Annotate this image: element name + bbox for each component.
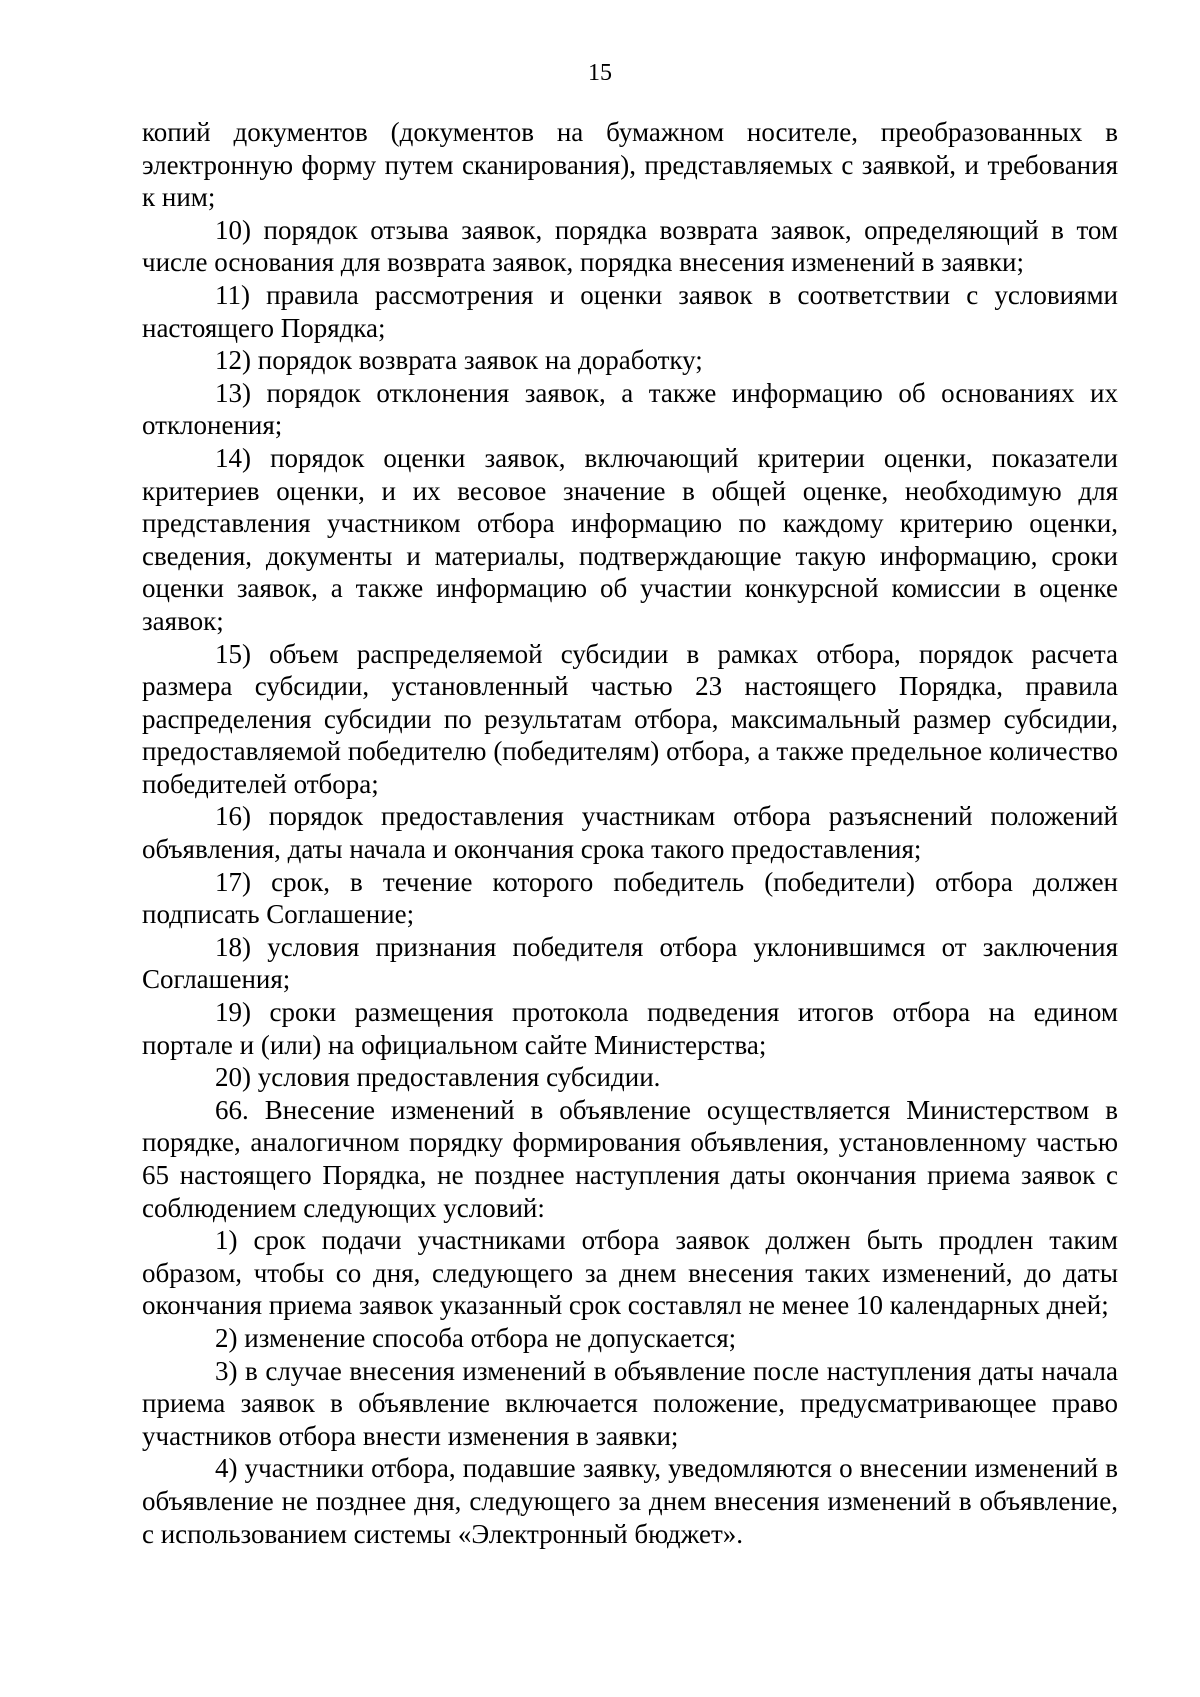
paragraph: 11) правила рассмотрения и оценки заявок в соответствии с условиями настоящего Порядка; [142, 279, 1118, 343]
paragraph: 13) порядок отклонения заявок, а также информацию об основаниях их отклонения; [142, 377, 1118, 441]
paragraph: 17) срок, в течение которого победитель (победители) отбора должен подписать Соглашение; [142, 866, 1118, 930]
document-body [142, 116, 1118, 1550]
paragraph: 14) порядок оценки заявок, включающий критерии оценки, показатели критериев оценки, и их весовое значение в общей оценке, необходимую для представления участником отбора информацию по каждому критерию оценки, сведения, документы и материалы, подтверждающие такую информацию, сроки оценки заявок, а также информацию об участии конкурсной комиссии в оценке заявок; [142, 442, 1118, 636]
paragraph: 4) участники отбора, подавшие заявку, уведомляются о внесении изменений в объявление не позднее дня, следующего за днем внесения изменений в объявление, с использованием системы «Электронный бюджет». [142, 1453, 1118, 1549]
paragraph: 19) сроки размещения протокола подведения итогов отбора на едином портале и (или) на официальном сайте Министерства; [142, 997, 1118, 1060]
paragraph: 3) в случае внесения изменений в объявление после наступления даты начала приема заявок в объявление включается положение, предусматривающее право участников отбора внести изменения в заявки; [142, 1355, 1118, 1451]
paragraph: 12) порядок возврата заявок на доработку; [215, 345, 703, 376]
paragraph: 15) объем распределяемой субсидии в рамках отбора, порядок расчета размера субсидии, установленный частью 23 настоящего Порядка, правила распределения субсидии по результатам отбора, максимальный размер субсидии, предоставляемой победителю (победителям) отбора, а также предельное количество победителей отбора; [142, 638, 1118, 799]
paragraph: 10) порядок отзыва заявок, порядка возврата заявок, определяющий в том числе основания для возврата заявок, порядка внесения изменений в заявки; [142, 214, 1118, 278]
paragraph: копий документов (документов на бумажном носителе, преобразованных в электронную форму путем сканирования), представляемых с заявкой, и требования к ним; [142, 117, 1118, 213]
paragraph: 66. Внесение изменений в объявление осуществляется Министерством в порядке, аналогичном порядку формирования объявления, установленному частью 65 настоящего Порядка, не позднее наступления даты окончания приема заявок с соблюдением следующих условий: [142, 1094, 1118, 1223]
paragraph: 18) условия признания победителя отбора уклонившимся от заключения Соглашения; [142, 931, 1118, 995]
paragraph: 1) срок подачи участниками отбора заявок должен быть продлен таким образом, чтобы со дня, следующего за днем внесения таких изменений, до даты окончания приема заявок указанный срок составлял не менее 10 календарных дней; [142, 1225, 1118, 1321]
paragraph: 20) условия предоставления субсидии. [215, 1062, 661, 1093]
paragraph: 16) порядок предоставления участникам отбора разъяснений положений объявления, даты начала и окончания срока такого предоставления; [142, 801, 1118, 865]
page-number: 15 [588, 60, 612, 86]
paragraph: 2) изменение способа отбора не допускается; [215, 1322, 737, 1353]
